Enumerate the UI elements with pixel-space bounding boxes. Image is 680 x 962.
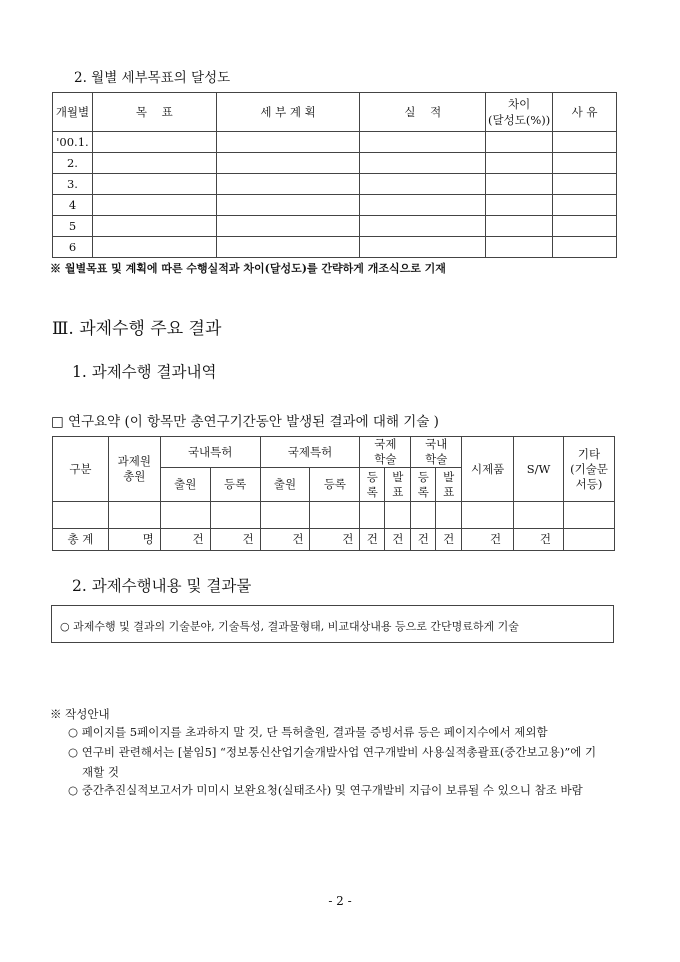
table-row [53, 502, 615, 529]
col-header-month: 개월별 [53, 93, 93, 132]
etc-label-3: 서등) [575, 476, 603, 491]
total-cell: 건 [385, 529, 411, 551]
total-cell: 건 [260, 529, 310, 551]
etc-label-1: 기타 [577, 446, 601, 461]
table-row [53, 237, 617, 258]
guide-item: ○ 연구비 관련해서는 [붙임5] “정보통신산업기술개발사업 연구개발비 사용실적총괄표(중간보고용)”에 기 [68, 745, 597, 759]
month-cell: 4 [53, 195, 93, 216]
month-cell: 2. [53, 153, 93, 174]
intl-conf-reg [360, 468, 385, 502]
total-cell: 건 [310, 529, 360, 551]
dom-conf-reg [411, 468, 436, 502]
total-row [53, 529, 615, 551]
intl-register: 등록 [310, 468, 360, 502]
table-row [53, 153, 617, 174]
total-cell: 건 [436, 529, 462, 551]
col-header-intl-patent: 국제특허 [260, 437, 360, 468]
total-cell: 건 [210, 529, 260, 551]
total-cell: 건 [360, 529, 385, 551]
section-title-results: Ⅲ. 과제수행 주요 결과 [52, 319, 222, 339]
achievement-label: (달성도(%)) [488, 113, 551, 127]
col-header-sw: S/W [514, 437, 564, 502]
total-cell: 건 [514, 529, 564, 551]
intl-conf-label-2: 학술 [374, 452, 397, 466]
col-header-intl-conf [360, 437, 411, 468]
results-table [52, 436, 615, 551]
col-header-category: 구분 [53, 437, 109, 502]
reg-char-2: 록 [417, 484, 429, 499]
col-header-result: 실 적 [360, 93, 486, 132]
col-header-etc [564, 437, 615, 502]
intl-conf-label-1: 국제 [374, 437, 397, 451]
col-header-diff [486, 93, 553, 132]
col-header-goal: 목 표 [92, 93, 216, 132]
col-header-domestic-patent: 국내특허 [160, 437, 260, 468]
subsection-title-results: 1. 과제수행 결과내역 [72, 363, 217, 381]
table-row [53, 174, 617, 195]
total-label: 총 계 [53, 529, 109, 551]
reg-char-2: 록 [366, 484, 378, 499]
total-cell [564, 529, 615, 551]
monthly-goals-table [52, 92, 617, 258]
col-header-plan: 세 부 계 획 [216, 93, 360, 132]
guide-item: ○ 페이지를 5페이지를 초과하지 말 것, 단 특허출원, 결과물 증빙서류 등은 페이지수에서 제외함 [68, 725, 548, 739]
intl-conf-pub [385, 468, 411, 502]
members-label-1: 과제원 [117, 454, 151, 468]
month-cell: 5 [53, 216, 93, 237]
table-row [53, 132, 617, 153]
month-cell: '00.1. [53, 132, 93, 153]
dom-conf-label-2: 학술 [425, 452, 448, 466]
section-title-monthly: 2. 월별 세부목표의 달성도 [74, 70, 231, 86]
dom-conf-label-1: 국내 [425, 437, 448, 451]
content-box-text: ○ 과제수행 및 결과의 기술분야, 기술특성, 결과물형태, 비교대상내용 등으로 간단명료하게 기술 [60, 620, 519, 633]
dom-conf-pub [436, 468, 462, 502]
content-box [51, 605, 614, 643]
col-header-reason: 사 유 [553, 93, 617, 132]
subsection-title-content: 2. 과제수행내용 및 결과물 [72, 577, 252, 595]
month-cell: 6 [53, 237, 93, 258]
guide-item: ○ 중간추진실적보고서가 미미시 보완요청(실태조사) 및 연구개발비 지급이 보류될 수 있으니 참조 바람 [68, 783, 583, 797]
total-cell: 건 [160, 529, 210, 551]
table-row [53, 195, 617, 216]
pub-char-2: 표 [443, 484, 455, 499]
month-cell: 3. [53, 174, 93, 195]
monthly-note: ※ 월별목표 및 계획에 따른 수행실적과 차이(달성도)를 간략하게 개조식으로 기재 [50, 262, 446, 275]
intl-apply: 출원 [260, 468, 310, 502]
col-header-dom-conf [411, 437, 462, 468]
table-row [53, 216, 617, 237]
total-members: 명 [108, 529, 160, 551]
col-header-prototype: 시제품 [462, 437, 514, 502]
guide-title: ※ 작성안내 [50, 707, 110, 721]
table-header-row [53, 93, 617, 132]
diff-label: 차이 [508, 97, 531, 111]
guide-item-continued: 재할 것 [82, 765, 119, 779]
col-header-members [108, 437, 160, 502]
pub-char-1: 발 [392, 469, 404, 484]
page-number: - 2 - [328, 894, 352, 908]
pub-char-2: 표 [392, 484, 404, 499]
reg-char-1: 등 [417, 469, 429, 484]
reg-char-1: 등 [366, 469, 378, 484]
table-header-row [53, 437, 615, 468]
dom-register: 등록 [210, 468, 260, 502]
research-summary-label: □ 연구요약 (이 항목만 총연구기간동안 발생된 결과에 대해 기술 ) [51, 414, 439, 430]
dom-apply: 출원 [160, 468, 210, 502]
total-cell: 건 [462, 529, 514, 551]
total-cell: 건 [411, 529, 436, 551]
members-label-2: 총원 [123, 469, 146, 483]
pub-char-1: 발 [443, 469, 455, 484]
etc-label-2: (기술문 [570, 461, 608, 476]
